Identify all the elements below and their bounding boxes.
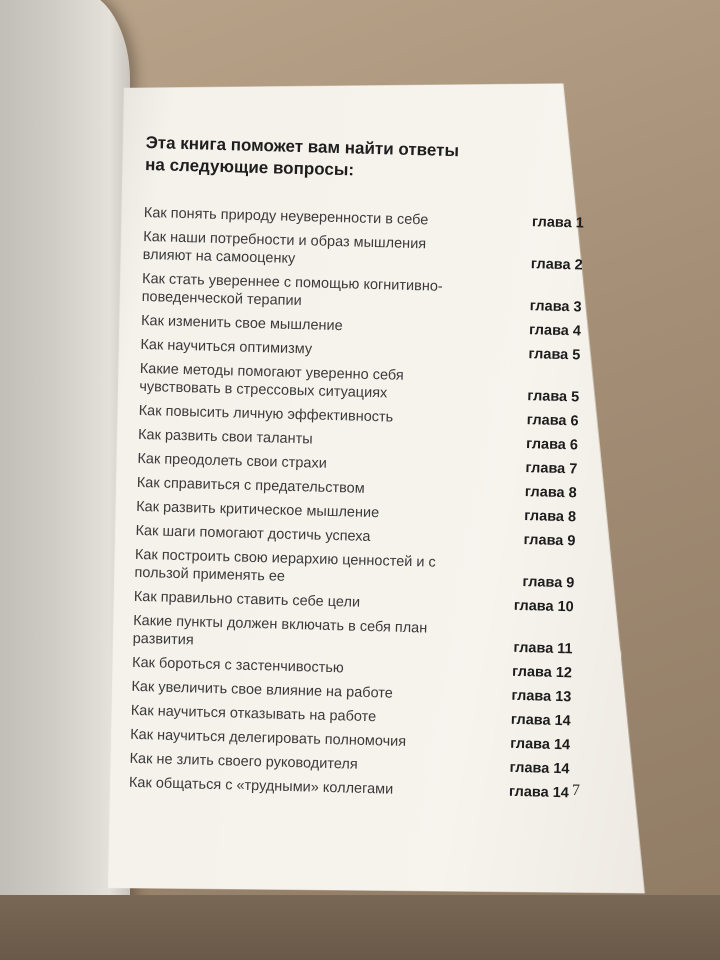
question-text: Как понять природу неуверенности в себе [143,204,429,229]
question-text: Как развить критическое мышление [135,498,380,522]
chapter-ref: глава 14 [509,735,571,754]
heading-line-2: на следующие вопросы: [144,154,355,180]
chapter-ref: глава 7 [525,460,578,478]
question-text: Как повысить личную эффективность [138,402,394,426]
chapter-ref: глава 6 [526,412,579,430]
chapter-ref: глава 6 [525,436,579,454]
question-text: Как построить свою иерархию ценностей и с пользой применять ее [134,546,436,585]
chapter-ref: глава 12 [511,663,573,682]
chapter-ref: глава 4 [528,322,582,340]
chapter-ref: глава 14 [508,783,570,802]
heading-line-1: Эта книга поможет вам найти ответы [145,132,460,161]
chapter-ref: глава 5 [527,388,580,406]
question-text: Как преодолеть свои страхи [137,450,328,472]
question-text: Как наши потребности и образ мышления влияют на самооценку [142,228,427,267]
chapter-ref: глава 2 [530,256,583,274]
list-item [139,360,580,408]
chapter-ref: глава 14 [510,711,571,730]
chapter-ref: глава 13 [511,687,572,706]
chapter-ref: глава 1 [531,214,584,232]
page-number: 7 [572,782,580,799]
chapter-ref: глава 9 [522,574,575,592]
question-text: Как бороться с застенчивостью [131,654,345,677]
question-text: Как научиться оптимизму [140,336,313,358]
question-text: Как изменить свое мышление [140,312,343,335]
chapter-ref: глава 8 [524,484,577,502]
question-text: Как научиться делегировать полномочия [130,726,407,751]
chapter-ref: глава 9 [523,532,576,550]
question-text: Как шаги помогают достичь успеха [135,522,371,546]
question-text: Как общаться с «трудными» коллегами [128,774,394,798]
list-item [143,228,584,276]
question-text: Как научиться отказывать на работе [130,702,377,726]
chapter-ref: глава 8 [524,508,577,526]
list-item [132,612,573,660]
question-text: Как правильно ставить себе цели [133,588,361,611]
list-item [141,270,582,318]
list-item [134,546,575,594]
questions-list [129,204,584,803]
chapter-ref: глава 11 [513,639,573,658]
chapter-ref: глава 10 [513,597,574,616]
question-text: Как справиться с предательством [136,474,365,497]
question-text: Как стать увереннее с помощью когнитивно-поведенческой терапии [141,270,443,310]
table-surface [0,895,720,960]
page-content [129,132,586,809]
question-text: Как развить свои таланты [137,426,313,448]
chapter-ref: глава 3 [529,298,582,316]
question-text: Как не злить своего руководителя [129,750,358,773]
question-text: Как увеличить свое влияние на работе [131,678,394,702]
question-text: Какие методы помогают уверенно себя чувствовать в стрессовых ситуациях [139,360,404,402]
list-item [129,774,569,804]
chapter-ref: глава 14 [509,759,570,778]
question-text: Какие пункты должен включать в себя план развития [132,612,428,649]
chapter-ref: глава 5 [528,346,581,364]
